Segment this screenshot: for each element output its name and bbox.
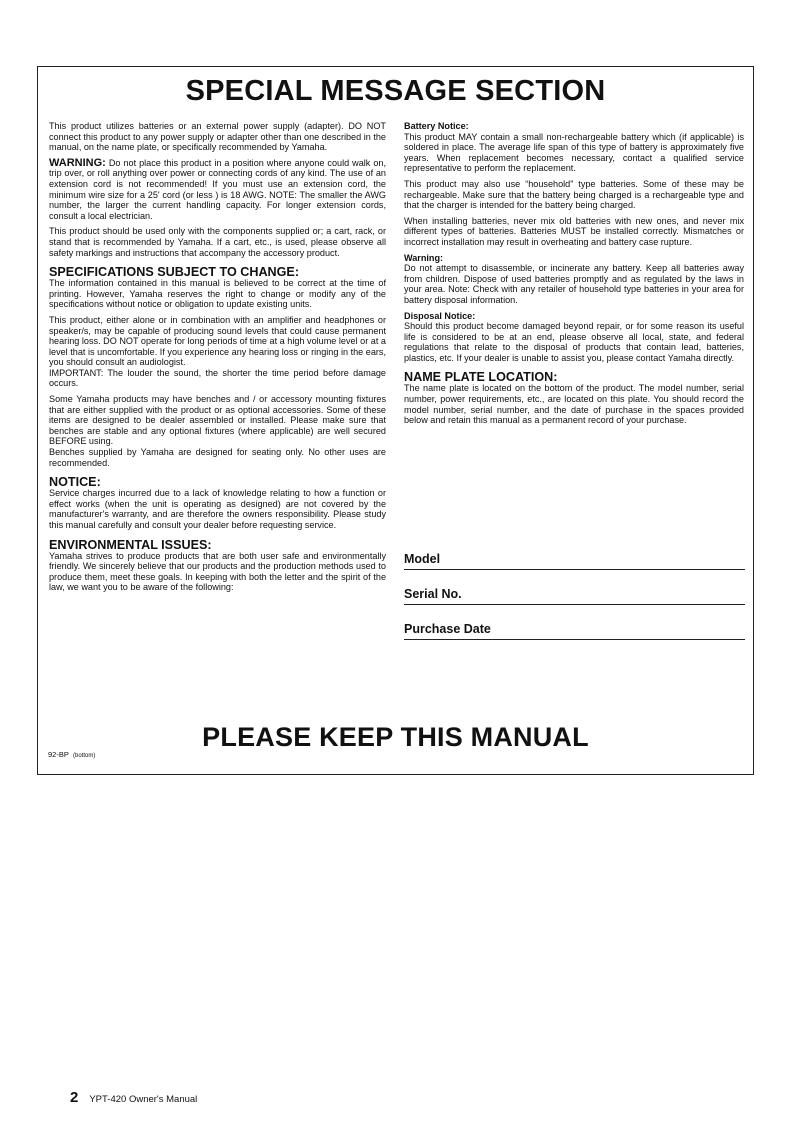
warning-text: Do not place this product in a position where anyone could walk on, trip over, or roll anything over power or connecting cords of any kind. The use of an extension cord is not recommended! If you must use an extension cord, the minimum wire size for a 25' cord (or less ) is 18 AWG. NOTE: The smaller the AWG number, the larger the current handling capacity. For longer extension cords, consult a local electrician. [49, 157, 386, 221]
notice-paragraph: Service charges incurred due to a lack of knowledge relating to how a function or effect works (when the unit is operating as designed) are not covered by the manufacturer's warranty, and are therefore the owners responsibility. Please study this manual carefully and consult your dealer before requesting service. [49, 488, 386, 530]
section-title: SPECIAL MESSAGE SECTION [185, 75, 606, 107]
battery-notice-paragraph: This product MAY contain a small non-rechargeable battery which (if applicable) is soldered in place. The average life span of this type of battery is approximately five years. When replacement becomes necessary, contact a qualified service representative to perform the replacement. [404, 131, 744, 174]
notice-heading: NOTICE: [49, 475, 101, 490]
benches-paragraph: Some Yamaha products may have benches and / or accessory mounting fixtures that are either supplied with the product or as optional accessories. Some of these items are designed to be dealer assembled or installed. Please make sure that benches are stable and any optional fixtures (where applicable) are well secured BEFORE using. [49, 394, 386, 447]
left-column [49, 121, 386, 598]
manual-title: YPT-420 Owner's Manual [89, 1094, 198, 1105]
purchase-record-form [404, 547, 745, 652]
specifications-paragraph: The information contained in this manual is believed to be correct at the time of printing. However, Yamaha reserves the right to change or modify any of the specifications without notice or obligation to update existing units. [49, 278, 386, 310]
page-footer [70, 1089, 197, 1106]
model-field[interactable] [404, 547, 745, 570]
serial-number-field[interactable] [404, 582, 745, 605]
environmental-paragraph: Yamaha strives to produce products that are both user safe and environmentally friendly. We sincerely believe that our products and the production methods used to produce them, meet these goals. In keeping with both the letter and the spirit of the law, we want you to be aware of the following: [49, 550, 386, 593]
disposal-notice-paragraph: Should this product become damaged beyond repair, or for some reason its useful life is considered to be at an end, please observe all local, state, and federal regulations that relate to the disposal of products that contain lead, batteries, plastics, etc. If your dealer is unable to assist you, please contact Yamaha directly. [404, 321, 744, 363]
keep-manual-banner: PLEASE KEEP THIS MANUAL [202, 722, 589, 752]
warning-heading: Warning: [404, 252, 444, 263]
disposal-notice-heading: Disposal Notice: [404, 310, 476, 321]
warning-paragraph [49, 158, 386, 222]
important-paragraph: IMPORTANT: The louder the sound, the shorter the time period before damage occurs. [49, 367, 386, 389]
name-plate-paragraph: The name plate is located on the bottom of the product. The model number, serial number, power requirements, etc., are located on this plate. You should record the model number, serial number, and the date of purchase in the spaces provided below and retain this manual as a permanent record of your purchase. [404, 383, 744, 426]
battery-notice-heading: Battery Notice: [404, 121, 469, 131]
document-code-note: (bottom) [73, 753, 96, 759]
installing-batteries-paragraph: When installing batteries, never mix old batteries with new ones, and never mix different types of batteries. Batteries MUST be installed correctly. Mismatches or incorrect installation may result in overheating and battery case rupture. [404, 215, 744, 247]
benches-seating-paragraph: Benches supplied by Yamaha are designed for seating only. No other uses are recommended. [49, 447, 386, 468]
purchase-date-field[interactable] [404, 617, 745, 640]
components-paragraph: This product should be used only with the components supplied or; a cart, rack, or stand that is recommended by Yamaha. If a cart, etc., is used, please observe all safety markings and instructions that accompany the accessory product. [49, 226, 386, 258]
environmental-heading: ENVIRONMENTAL ISSUES: [49, 537, 212, 552]
hearing-paragraph: This product, either alone or in combination with an amplifier and headphones or speaker/s, may be capable of producing sound levels that could cause permanent hearing loss. DO NOT operate for long periods of time at a high volume level or at a level that is uncomfortable. If you experience any hearing loss or ringing in the ears, you should consult an audiologist. [49, 314, 386, 368]
document-code-text: 92-BP [48, 750, 69, 759]
serial-number-label: Serial No. [404, 587, 462, 601]
intro-paragraph: This product utilizes batteries or an external power supply (adapter). DO NOT connect this product to any power supply or adapter other than one described in the manual, on the name plate, or specifically recommended by Yamaha. [49, 121, 386, 153]
name-plate-heading: NAME PLATE LOCATION: [404, 370, 558, 385]
battery-warning-paragraph: Do not attempt to disassemble, or incinerate any battery. Keep all batteries away from children. Dispose of used batteries promptly and as regulated by the laws in your area. Note: Check with any retailer of household type batteries in your area for battery disposal information. [404, 263, 744, 305]
specifications-heading: SPECIFICATIONS SUBJECT TO CHANGE: [49, 265, 300, 280]
household-batteries-paragraph: This product may also use “household” type batteries. Some of these may be rechargeable. Make sure that the battery being charged is a rechargeable type and that the charger is intended for the battery being charged. [404, 178, 744, 211]
model-label: Model [404, 552, 441, 566]
purchase-date-label: Purchase Date [404, 622, 491, 636]
page-number: 2 [70, 1089, 79, 1106]
right-column [404, 121, 744, 431]
special-message-box [37, 66, 754, 775]
warning-label: WARNING: [49, 156, 106, 169]
